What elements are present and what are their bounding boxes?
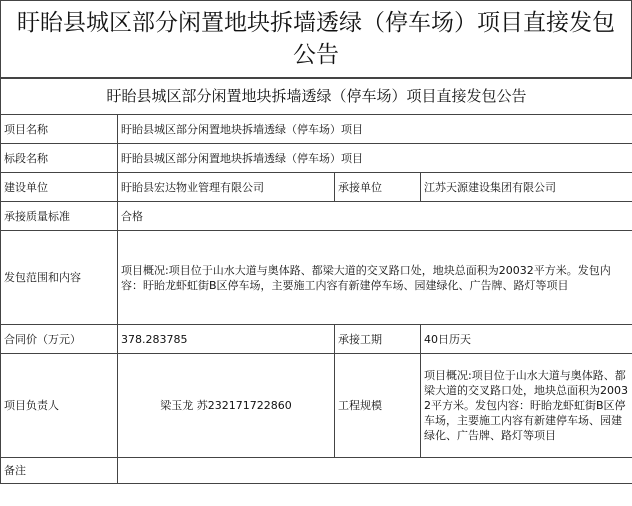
contractor-label: 承接单位 xyxy=(335,173,421,202)
scope-value: 项目概况:项目位于山水大道与奥体路、都梁大道的交叉路口处，地块总面积为20032平方米。发包内容：盱眙龙虾虹街B区停车场，主要施工内容有新建停车场、园建绿化、广告牌、路灯等项目 xyxy=(118,231,632,325)
subtitle-row xyxy=(1,79,632,115)
scope-label: 发包范围和内容 xyxy=(1,231,118,325)
table-row xyxy=(1,231,632,325)
remark-value xyxy=(118,458,632,484)
announcement-table xyxy=(0,78,632,484)
builder-label: 建设单位 xyxy=(1,173,118,202)
period-label: 承接工期 xyxy=(335,325,421,354)
table-row xyxy=(1,144,632,173)
remark-label: 备注 xyxy=(1,458,118,484)
table-row xyxy=(1,173,632,202)
manager-value: 梁玉龙 苏232171722860 xyxy=(118,354,335,458)
manager-label: 项目负责人 xyxy=(1,354,118,458)
contract-price-value: 378.283785 xyxy=(118,325,335,354)
scale-label: 工程规模 xyxy=(335,354,421,458)
project-name-label: 项目名称 xyxy=(1,115,118,144)
scale-value: 项目概况:项目位于山水大道与奥体路、都梁大道的交叉路口处，地块总面积为20032平方米。发包内容：盱眙龙虾虹街B区停车场，主要施工内容有新建停车场、园建绿化、广告牌、路灯等项目 xyxy=(421,354,632,458)
contractor-value: 江苏天源建设集团有限公司 xyxy=(421,173,632,202)
builder-value: 盱眙县宏达物业管理有限公司 xyxy=(118,173,335,202)
document-title: 盱眙县城区部分闲置地块拆墙透绿（停车场）项目直接发包公告 xyxy=(0,0,632,78)
table-row xyxy=(1,325,632,354)
table-subtitle: 盱眙县城区部分闲置地块拆墙透绿（停车场）项目直接发包公告 xyxy=(1,79,632,115)
table-row xyxy=(1,202,632,231)
table-row xyxy=(1,354,632,458)
table-row xyxy=(1,115,632,144)
contract-price-label: 合同价（万元） xyxy=(1,325,118,354)
section-name-label: 标段名称 xyxy=(1,144,118,173)
period-value: 40日历天 xyxy=(421,325,632,354)
quality-value: 合格 xyxy=(118,202,632,231)
section-name-value: 盱眙县城区部分闲置地块拆墙透绿（停车场）项目 xyxy=(118,144,632,173)
table-row xyxy=(1,458,632,484)
quality-label: 承接质量标准 xyxy=(1,202,118,231)
project-name-value: 盱眙县城区部分闲置地块拆墙透绿（停车场）项目 xyxy=(118,115,632,144)
